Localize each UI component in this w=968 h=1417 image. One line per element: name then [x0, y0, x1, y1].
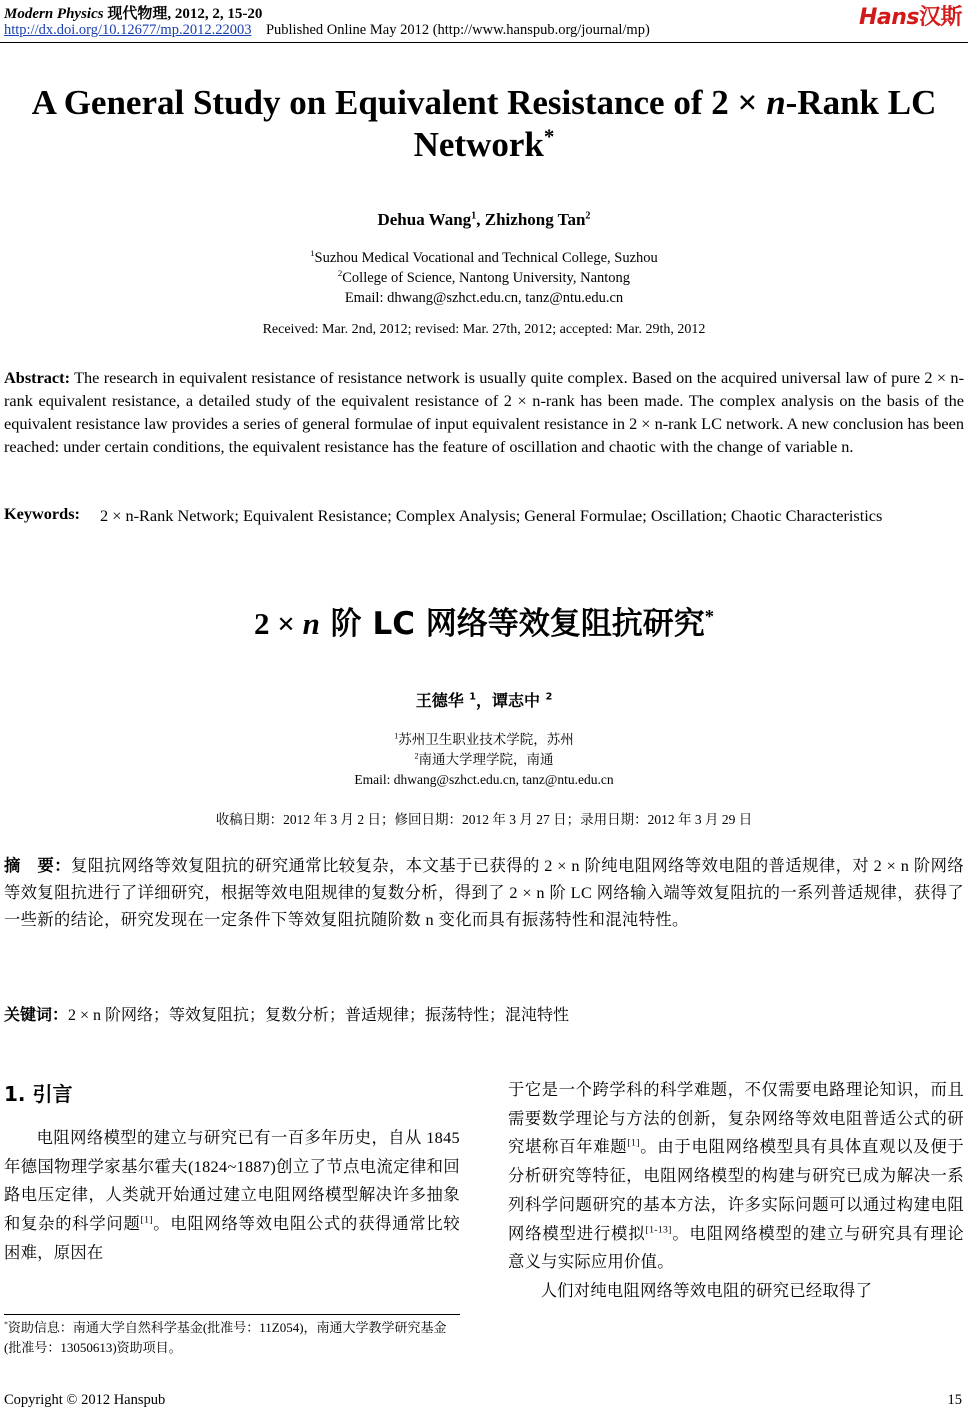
- author-sup: 1: [471, 210, 477, 222]
- keywords-text: 2 × n-Rank Network; Equivalent Resistance; Complex Analysis; General Formulae; Oscillation; Chaotic Characteristics: [100, 506, 883, 525]
- hans-logo: [859, 0, 962, 31]
- keywords-text: 2 × n 阶网络；等效复阻抗；复数分析；普适规律；振荡特性；混沌特性: [68, 1007, 570, 1024]
- title-part: 阶 LC 网络等效复阻抗研究: [319, 606, 705, 642]
- title-part: -Rank LC: [785, 83, 937, 122]
- author-sup: 2: [585, 210, 591, 222]
- footnote-text: 资助信息：南通大学自然科学基金(批准号：11Z054)，南通大学教学研究基金(批准号：13050613)资助项目。: [4, 1320, 447, 1355]
- footnote: [4, 1318, 460, 1358]
- citation[interactable]: [1]: [627, 1137, 640, 1149]
- section-heading: 1. 引言: [4, 1082, 73, 1106]
- paragraph-text: 于它是一个跨学科的科学难题，不仅需要电路理论知识，而且需要数学理论与方法的创新，复杂网络等效电阻普适公式的研究堪称百年难题: [508, 1080, 964, 1157]
- published-online: Published Online May 2012 (http://www.hanspub.org/journal/mp): [265, 22, 650, 38]
- chinese-received-dates: 收稿日期：2012 年 3 月 2 日；修回日期：2012 年 3 月 27 日；录用日期：2012 年 3 月 29 日: [215, 812, 753, 827]
- title-footnote-mark: *: [704, 606, 715, 628]
- english-abstract: [4, 366, 964, 458]
- header-rule: [0, 42, 968, 43]
- affiliation-text: 南通大学理学院，南通: [418, 752, 554, 767]
- author-name: Dehua Wang: [377, 210, 472, 229]
- author-name: 王德华: [415, 691, 464, 710]
- chinese-authors: [0, 688, 968, 711]
- affiliation: [0, 730, 968, 750]
- paragraph-text: 。电阻网络模型的建立与研究具有理论意义与实际应用价值。: [508, 1223, 964, 1272]
- abstract-text: The research in equivalent resistance of resistance network is usually quite complex. Based on the acquired universal law of pure 2 × n-rank equivalent resistance, a detailed study of the equivalent resistance of 2 × n-rank has been made. The complex analysis on the basis of the equivalent resistance law provides a series of general formulae of input equivalent resistance in 2 × n-rank LC network. A new conclusion has been reached: under certain conditions, the equivalent resistance has the feature of oscillation and chaotic with the change of variable n.: [4, 368, 964, 456]
- affiliation-text: 苏州卫生职业技术学院，苏州: [398, 732, 574, 747]
- copyright: Copyright © 2012 Hanspub: [4, 1392, 166, 1408]
- keywords-label: Keywords:: [4, 504, 80, 523]
- paragraph: 人们对纯电阻网络等效电阻的研究已经取得了: [540, 1280, 873, 1300]
- paragraph: [508, 1076, 964, 1277]
- affiliation: [0, 750, 968, 770]
- page-number: 15: [947, 1392, 962, 1408]
- english-affiliations: [0, 248, 968, 308]
- chinese-title: [0, 598, 968, 643]
- affiliation: [0, 268, 968, 288]
- aff-sup: 1: [394, 731, 399, 741]
- logo-cn: 汉斯: [918, 5, 962, 30]
- citation[interactable]: [1-13]: [645, 1224, 672, 1236]
- email: Email: dhwang@szhct.edu.cn, tanz@ntu.edu.cn: [344, 290, 624, 306]
- english-authors: [0, 210, 968, 230]
- title-part: A General Study on Equivalent Resistance of 2 ×: [31, 83, 767, 122]
- author-separator: ,: [476, 210, 485, 229]
- journal-name: Modern Physics: [4, 6, 104, 22]
- affiliation: [0, 248, 968, 268]
- chinese-abstract: [4, 852, 964, 933]
- title-footnote-mark: *: [543, 124, 555, 149]
- aff-sup: 1: [310, 248, 315, 259]
- journal-volume: , 2012, 2, 15-20: [167, 6, 263, 22]
- journal-name-cn: 现代物理: [107, 6, 168, 22]
- footnote-rule: [4, 1314, 460, 1315]
- right-column: [508, 1076, 964, 1306]
- author-sup: 2: [545, 691, 553, 703]
- aff-sup: 2: [337, 268, 343, 279]
- abstract-label: 摘 要：: [4, 856, 71, 875]
- chinese-affiliations: [0, 730, 968, 790]
- title-part: 2 ×: [253, 606, 303, 641]
- author-name: 谭志中: [492, 691, 541, 710]
- english-received-dates: Received: Mar. 2nd, 2012; revised: Mar. 27th, 2012; accepted: Mar. 29th, 2012: [262, 322, 706, 337]
- paragraph-text: 。电阻网络等效电阻公式的获得通常比较困难，原因在: [4, 1214, 461, 1262]
- journal-header: [4, 2, 262, 23]
- english-title: [0, 82, 968, 166]
- citation[interactable]: [1]: [140, 1214, 153, 1226]
- keywords-label: 关键词：: [4, 1005, 69, 1024]
- email: Email: dhwang@szhct.edu.cn, tanz@ntu.edu.cn: [354, 772, 614, 787]
- author-separator: ，: [475, 691, 492, 710]
- paragraph-text: 电阻网络模型的建立与研究已有一百多年历史，自从 1845 年德国物理学家基尔霍夫(1824~1887)创立了节点电流定律和回路电压定律，人类就开始通过建立电阻网络模型解决许多抽象和复杂的科学问题: [4, 1128, 460, 1234]
- left-column: [4, 1124, 460, 1268]
- doi-link[interactable]: http://dx.doi.org/10.12677/mp.2012.22003: [4, 22, 252, 38]
- affiliation-text: College of Science, Nantong University, Nantong: [342, 270, 631, 286]
- logo-latin: Hans: [858, 5, 919, 30]
- author-sup: 1: [469, 691, 476, 703]
- abstract-label: Abstract:: [4, 368, 71, 387]
- title-variable: n: [302, 606, 320, 641]
- abstract-text: 复阻抗网络等效复阻抗的研究通常比较复杂，本文基于已获得的 2 × n 阶纯电阻网络等效电阻的普适规律，对 2 × n 阶网络等效复阻抗进行了详细研究，根据等效电阻规律的复数分析，得到了 2 × n 阶 LC 网络输入端等效复阻抗的一系列普适规律，获得了一些新的结论，研究发现在一定条件下等效复阻抗随阶数 n 变化而具有振荡特性和混沌特性。: [4, 856, 964, 929]
- footnote-mark: *: [4, 1319, 8, 1329]
- aff-sup: 2: [414, 751, 419, 761]
- affiliation-text: Suzhou Medical Vocational and Technical College, Suzhou: [314, 250, 658, 266]
- author-name: Zhizhong Tan: [484, 210, 586, 229]
- title-part: Network: [413, 125, 544, 164]
- title-variable: n: [766, 83, 786, 122]
- doi-line: [4, 22, 650, 39]
- paragraph-text: 。由于电阻网络模型具有具体直观以及便于分析研究等特征，电阻网络模型的构建与研究已成为解决一系列科学问题研究的基本方法，许多实际问题可以通过构建电阻网络模型进行模拟: [508, 1137, 965, 1243]
- paragraph: [4, 1124, 460, 1268]
- chinese-keywords: [4, 1002, 569, 1025]
